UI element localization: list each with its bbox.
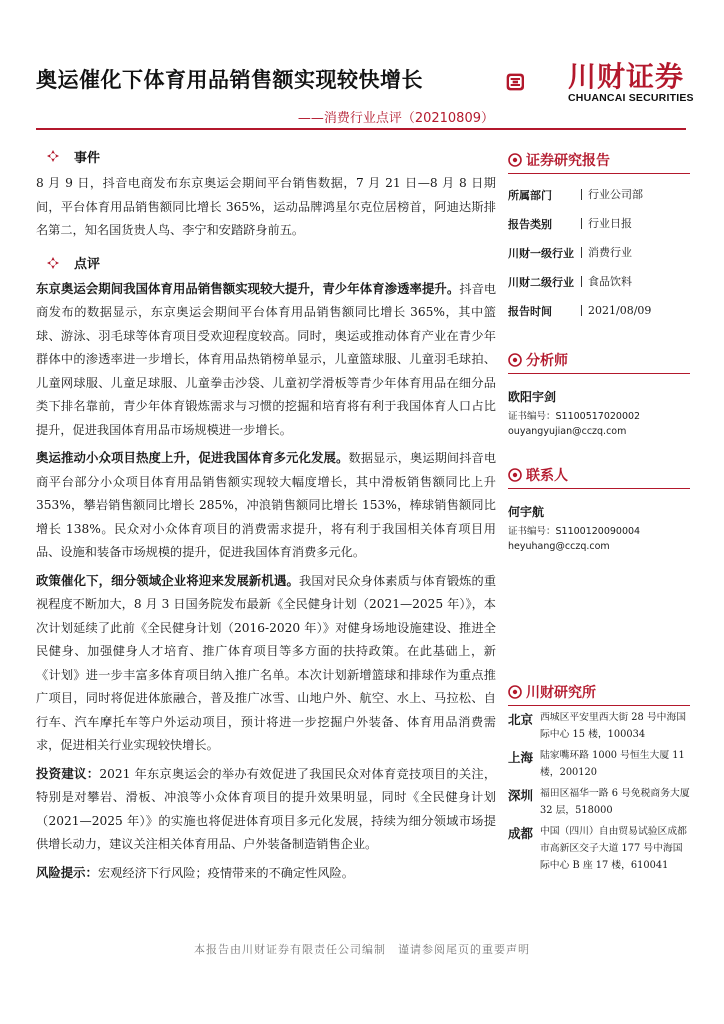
office-address: 中国（四川）自由贸易试验区成都市高新区交子大道 177 号中海国际中心 B 座 17 楼，610041 — [540, 826, 687, 871]
event-heading-label: 事件 — [74, 150, 101, 166]
office-city: 成都 — [508, 826, 534, 841]
contact-certificate: 证书编号：S1100120090004 — [508, 526, 641, 537]
analysis-paragraph-3 — [36, 569, 496, 758]
info-value: 消费行业 — [581, 247, 632, 258]
event-section-heading — [36, 146, 496, 166]
info-key: 报告时间 — [508, 304, 552, 318]
info-row-date — [508, 296, 690, 325]
analyst-email[interactable]: ouyangyujian@cczq.com — [508, 426, 627, 437]
institute-heading — [508, 682, 690, 706]
info-row-industry-level2 — [508, 267, 690, 296]
info-value: 食品饮料 — [581, 276, 632, 287]
target-icon — [508, 468, 522, 482]
paragraph-body: 宏观经济下行风险；疫情带来的不确定性风险。 — [97, 865, 354, 880]
contact-heading-label: 联系人 — [526, 468, 568, 484]
analyst-heading-label: 分析师 — [526, 353, 568, 369]
info-row-category — [508, 209, 690, 238]
target-icon — [508, 685, 522, 699]
info-value: 行业日报 — [581, 218, 632, 229]
office-beijing — [508, 709, 690, 743]
report-info-heading-label: 证券研究报告 — [526, 153, 610, 169]
page-footer-disclaimer: 本报告由川财证券有限责任公司编制 谨请参阅尾页的重要声明 — [194, 943, 530, 956]
analyst-heading — [508, 350, 690, 374]
info-value: 2021/08/09 — [581, 305, 651, 316]
paragraph-body: 我国对民众身体素质与体育锻炼的重视程度不断加大，8 月 3 日国务院发布最新《全民健身计划（2021—2025 年）》，本次计划延续了此前《全民健身计划（2016-2020 年）》对健身场地设施建设、推进全民健身、加强健身人才培育、推广体育项目等多方面的扶持政策。在此基础上，新《计划》进一步丰富多体育项目纳入推广名单。本次计划新增篮球和排球作为重点推广项目，同时将促进体旅融合，普及推广冰雪、山地户外、航空、水上、马拉松、自行车、汽车摩托车等户外运动项目，预计将进一步挖掘户外装备、体育用品消费需求，促进相关行业实现较快增长。 — [36, 573, 497, 752]
paragraph-body: 2021 年东京奥运会的举办有效促进了我国民众对体育竞技项目的关注，特别是对攀岩、滑板、冲浪等小众体育项目的提升效果明显，同时《全民健身计划（2021—2025 年）》的实施也将促进体育项目多元化发展，持续为细分领域市场提供增长动力，建议关注相关体育用品、户外装备制造销售企业。 — [36, 766, 497, 851]
title-divider — [36, 128, 686, 130]
report-info-panel — [508, 150, 690, 325]
analysis-paragraph-1 — [36, 277, 496, 443]
comment-heading-label: 点评 — [74, 257, 101, 272]
chuancai-logo-icon — [506, 52, 566, 112]
office-chengdu — [508, 823, 690, 874]
info-key: 川财二级行业 — [508, 275, 574, 289]
target-icon — [508, 153, 522, 167]
diamond-bullet-icon — [46, 256, 60, 270]
event-paragraph: 8 月 9 日，抖音电商发布东京奥运会期间平台销售数据，7 月 21 日—8 月 8 日期间，平台体育用品销售额同比增长 365%，运动品牌鸿星尔克位居榜首，阿迪达斯排名第二，知名国货贵人鸟、李宁和安踏跻身前五。 — [36, 176, 496, 237]
office-address: 陆家嘴环路 1000 号恒生大厦 11 楼，200120 — [540, 750, 685, 778]
office-city: 深圳 — [508, 788, 534, 803]
analyst-name: 欧阳宇剑 — [508, 390, 557, 404]
paragraph-lead: 东京奥运会期间我国体育用品销售额实现较大提升，青少年体育渗透率提升。 — [36, 280, 460, 296]
info-key: 所属部门 — [508, 188, 552, 202]
info-row-department — [508, 180, 690, 209]
paragraph-lead: 投资建议： — [36, 765, 100, 781]
info-value: 行业公司部 — [581, 189, 643, 200]
office-city: 北京 — [508, 712, 534, 727]
institute-heading-label: 川财研究所 — [526, 685, 596, 701]
investment-advice-paragraph — [36, 762, 496, 857]
analyst-certificate: 证书编号：S1100517020002 — [508, 411, 641, 422]
report-subtitle: ——消费行业点评（20210809） — [297, 111, 494, 126]
main-content — [36, 146, 496, 885]
office-address: 西城区平安里西大街 28 号中海国际中心 15 楼，100034 — [540, 712, 687, 740]
office-shanghai — [508, 747, 690, 781]
logo-english-name: CHUANCAI SECURITIES — [568, 92, 694, 104]
office-city: 上海 — [508, 750, 534, 765]
contact-heading — [508, 465, 690, 489]
info-key: 报告类别 — [508, 217, 552, 231]
office-address: 福田区福华一路 6 号免税商务大厦 32 层，518000 — [540, 788, 690, 816]
paragraph-body: 抖音电商发布的数据显示，东京奥运会期间平台体育用品销售额同比增长 365%，其中篮球、游泳、羽毛球等体育项目受欢迎程度较高。同时，奥运或推动体育产业在青少年群体中的渗透率进一步增长，体育用品热销榜单显示，儿童篮球服、儿童羽毛球拍、儿童网球服、儿童足球服、儿童拳击沙袋、儿童初学滑板等青少年体育用品在细分品类下排名靠前，青少年体育锻炼需求与习惯的挖掘和培育将有利于我国体育人口占比提升，促进我国体育用品市场规模进一步增长。 — [36, 281, 497, 437]
risk-warning-paragraph — [36, 861, 496, 886]
paragraph-body: 数据显示，奥运期间抖音电商平台部分小众项目体育用品销售额实现较大幅度增长，其中滑板销售额同比上升 353%，攀岩销售额同比增长 285%，冲浪销售额同比增长 153%，棒球销售额同比增长 138%。民众对小众体育项目的消费需求提升，将有利于我国相关体育项目用品、设施和装备市场规模的提升，促进我国体育消费多元化。 — [36, 451, 497, 559]
contact-name: 何宇航 — [508, 505, 545, 519]
info-row-industry-level1 — [508, 238, 690, 267]
office-shenzhen — [508, 785, 690, 819]
institute-panel — [508, 682, 690, 874]
analyst-panel — [508, 350, 690, 439]
paragraph-lead: 政策催化下，细分领域企业将迎来发展新机遇。 — [36, 572, 300, 588]
report-title: 奥运催化下体育用品销售额实现较快增长 — [36, 68, 423, 92]
report-info-heading — [508, 150, 690, 174]
info-key: 川财一级行业 — [508, 246, 574, 260]
paragraph-lead: 风险提示： — [36, 864, 98, 880]
analysis-paragraph-2 — [36, 446, 496, 565]
logo-chinese-name: 川财证券 — [568, 60, 685, 93]
contact-panel — [508, 465, 690, 554]
target-icon — [508, 353, 522, 367]
comment-section-heading — [36, 253, 496, 273]
paragraph-lead: 奥运推动小众项目热度上升，促进我国体育多元化发展。 — [36, 450, 349, 465]
diamond-bullet-icon — [46, 149, 60, 163]
contact-email[interactable]: heyuhang@cczq.com — [508, 541, 610, 552]
